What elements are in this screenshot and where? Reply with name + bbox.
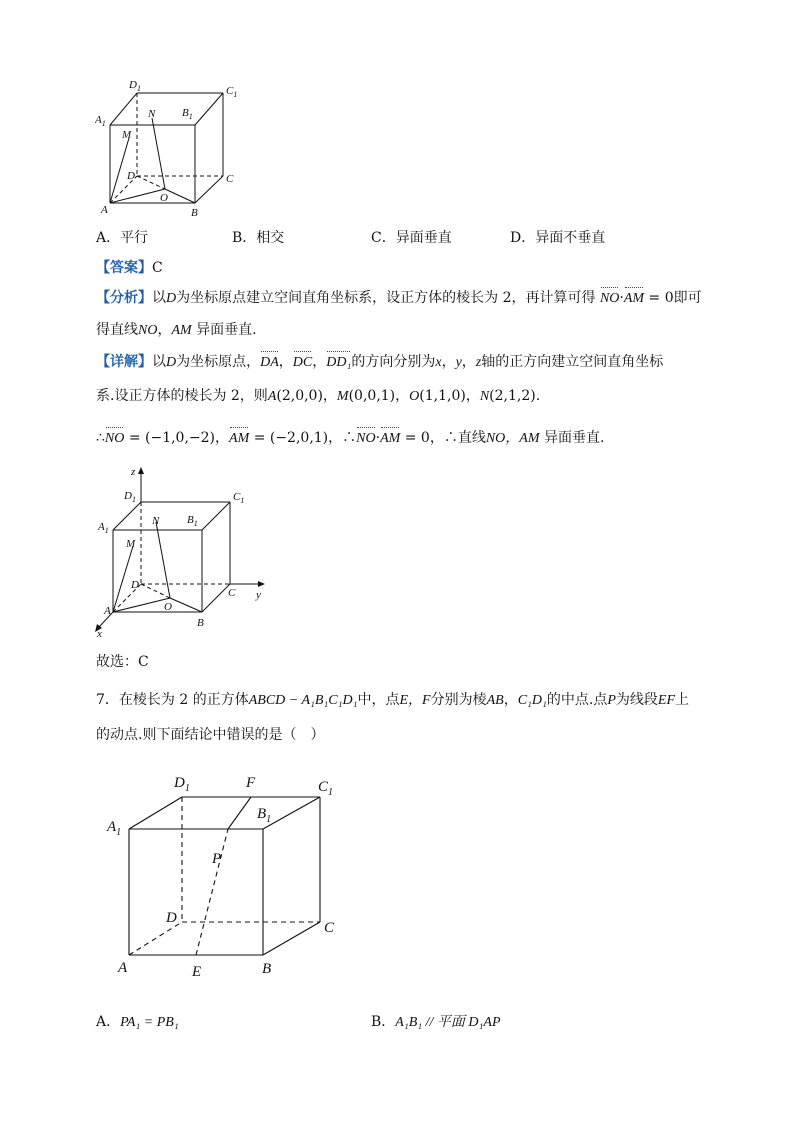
- label-a: A: [101, 204, 108, 216]
- label-d1: $D_1$: [124, 490, 136, 504]
- analysis-text: 为坐标原点建立空间直角坐标系，设正方体的棱长为 2，再计算可得: [176, 290, 596, 306]
- q7-option-a: [96, 1012, 179, 1033]
- coord-o: (1,1,0)，: [419, 388, 480, 404]
- cube-figure-2: [90, 462, 275, 642]
- conclusion: 故选：C: [96, 654, 149, 670]
- label-b: B: [197, 617, 204, 629]
- label-n: N: [152, 515, 160, 527]
- math-cube: ABCD − A₁B₁C₁D₁: [248, 693, 358, 708]
- math-y: y: [455, 355, 462, 370]
- math-c1d1: C₁D₁: [517, 693, 547, 708]
- cube-figure-3: [100, 765, 350, 985]
- label-n: N: [148, 108, 156, 120]
- label-d1: $D_1$: [129, 79, 141, 93]
- stem-text: 7．在棱长为 2 的正方体: [96, 692, 249, 708]
- vector-no-value: = (−1,0,−2)，: [128, 430, 230, 446]
- analysis-text: 异面垂直.: [196, 322, 257, 338]
- vector-da: DA: [260, 353, 279, 373]
- detail-line-2: [96, 386, 540, 407]
- q7-stem-line-1: 7．在棱长为 2 的正方体ABCD − A₁B₁C₁D₁中，点E，F分别为棱AB，C₁D₁的中点.点P为线段EF上: [96, 692, 690, 708]
- label-b1: $B_1$: [187, 514, 198, 528]
- coord-n: (2,1,2).: [489, 388, 541, 404]
- label-d: D: [166, 910, 177, 926]
- vector-no: NO: [105, 429, 124, 449]
- point-m: M: [336, 389, 349, 404]
- label-a1: $A_1$: [98, 521, 109, 535]
- math-ab: AB: [486, 693, 504, 708]
- math-no-am: NO，AM: [485, 431, 540, 446]
- label-b1: $B_1$: [257, 806, 272, 825]
- label-a: A: [104, 605, 111, 617]
- label-c1: $C_1$: [226, 85, 238, 99]
- coord-a: (2,0,0)，: [276, 388, 337, 404]
- label-m: M: [122, 129, 132, 141]
- analysis-text: 得直线: [96, 322, 138, 338]
- point-n: N: [479, 389, 490, 404]
- stem-text: 中，点: [357, 692, 400, 708]
- point-o: O: [409, 389, 420, 404]
- label-a1: $A_1$: [95, 114, 106, 128]
- vector-dc: DC: [293, 353, 312, 373]
- vector-am: AM: [229, 429, 249, 449]
- q7-stem-line-2: 的动点.则下面结论中错误的是（ ）: [96, 727, 325, 743]
- math-d: D: [166, 291, 177, 306]
- option-d: D．异面不垂直: [510, 230, 606, 246]
- detail-text: 轴的正方向建立空间直角坐标: [481, 354, 664, 370]
- label-e: E: [192, 964, 202, 980]
- detail-text: 异面垂直.: [543, 430, 605, 446]
- detail-tag: 【详解】: [96, 354, 152, 370]
- label-z: z: [131, 466, 136, 478]
- detail-text: 以: [152, 354, 166, 370]
- label-d: D: [131, 579, 139, 591]
- label-y: y: [256, 589, 261, 601]
- option-b-math: A₁B₁ // 平面 D₁AP: [395, 1015, 501, 1030]
- label-c: C: [226, 173, 234, 185]
- label-c: C: [228, 587, 236, 599]
- vector-no: NO: [600, 289, 619, 309]
- therefore-symbol: ∴: [96, 430, 105, 446]
- detail-line-1: 【详解】以D为坐标原点，DA，DC，DD₁的方向分别为x，y，z轴的正方向建立空间直角坐标: [96, 352, 663, 373]
- math-no: NO: [138, 323, 158, 338]
- stem-text: 为线段: [615, 692, 658, 708]
- analysis-tag: 【分析】: [96, 290, 152, 306]
- label-o: O: [164, 601, 172, 613]
- stem-text: 的中点.点: [546, 692, 608, 708]
- point-a: A: [267, 389, 277, 404]
- label-b: B: [191, 207, 198, 219]
- label-d1: $D_1$: [174, 775, 190, 794]
- math-am: AM: [171, 323, 192, 338]
- label-x: x: [97, 628, 102, 640]
- answer-tag: 【答案】: [96, 260, 152, 276]
- stem-text: 上: [675, 692, 690, 708]
- label-b1: $B_1$: [182, 107, 193, 121]
- q7-option-b: [371, 1012, 501, 1033]
- math-x: x: [435, 355, 442, 370]
- detail-text: 系.设正方体的棱长为 2，则: [96, 388, 268, 404]
- option-prefix: B．: [371, 1014, 396, 1030]
- option-c: C．异面垂直: [371, 230, 452, 246]
- vector-no: NO: [356, 429, 375, 449]
- vector-am: AM: [624, 289, 644, 309]
- option-prefix: A．: [96, 1014, 121, 1030]
- analysis-line-1: 【分析】以D为坐标原点建立空间直角坐标系，设正方体的棱长为 2，再计算可得 NO·AM = 0即可: [96, 288, 702, 309]
- option-b: B．相交: [232, 230, 285, 246]
- detail-line-3: ∴NO = (−1,0,−2)，AM = (−2,0,1)，∴NO·AM = 0，∴直线NO，AM 异面垂直.: [96, 428, 604, 449]
- analysis-text: = 0即可: [648, 290, 702, 306]
- label-d: D: [127, 170, 135, 182]
- coord-m: (0,0,1)，: [348, 388, 410, 404]
- label-c1: $C_1$: [233, 491, 245, 505]
- math-z: z: [475, 355, 482, 370]
- stem-text: 分别为棱: [430, 692, 487, 708]
- detail-text: 的方向分别为: [351, 354, 436, 370]
- vector-am-value: = (−2,0,1)，∴: [253, 430, 357, 446]
- label-c: C: [324, 920, 335, 936]
- label-a1: $A_1$: [107, 819, 122, 838]
- vector-am: AM: [380, 429, 400, 449]
- math-ef: EF: [657, 693, 676, 708]
- dot-product: = 0，∴直线: [404, 430, 486, 446]
- label-o: O: [160, 192, 168, 204]
- detail-text: 为坐标原点，: [176, 354, 261, 370]
- answer-line: [96, 258, 163, 278]
- cube-figure-1: [95, 75, 245, 225]
- answer-value: C: [152, 260, 163, 276]
- label-f: F: [246, 775, 256, 791]
- label-c1: $C_1$: [318, 779, 334, 798]
- math-p: P: [607, 693, 616, 708]
- math-d: D: [166, 355, 177, 370]
- analysis-text: 以: [152, 290, 166, 306]
- analysis-text: ，: [157, 322, 172, 338]
- label-a: A: [118, 960, 128, 976]
- label-b: B: [262, 961, 272, 977]
- label-p: P: [212, 851, 222, 867]
- vector-dd1: DD₁: [326, 353, 351, 373]
- option-a-math: PA₁ = PB₁: [120, 1015, 179, 1030]
- math-ef-points: E，F: [399, 693, 431, 708]
- analysis-line-2: [96, 320, 257, 341]
- option-a: A．平行: [96, 230, 149, 246]
- label-m: M: [126, 538, 136, 550]
